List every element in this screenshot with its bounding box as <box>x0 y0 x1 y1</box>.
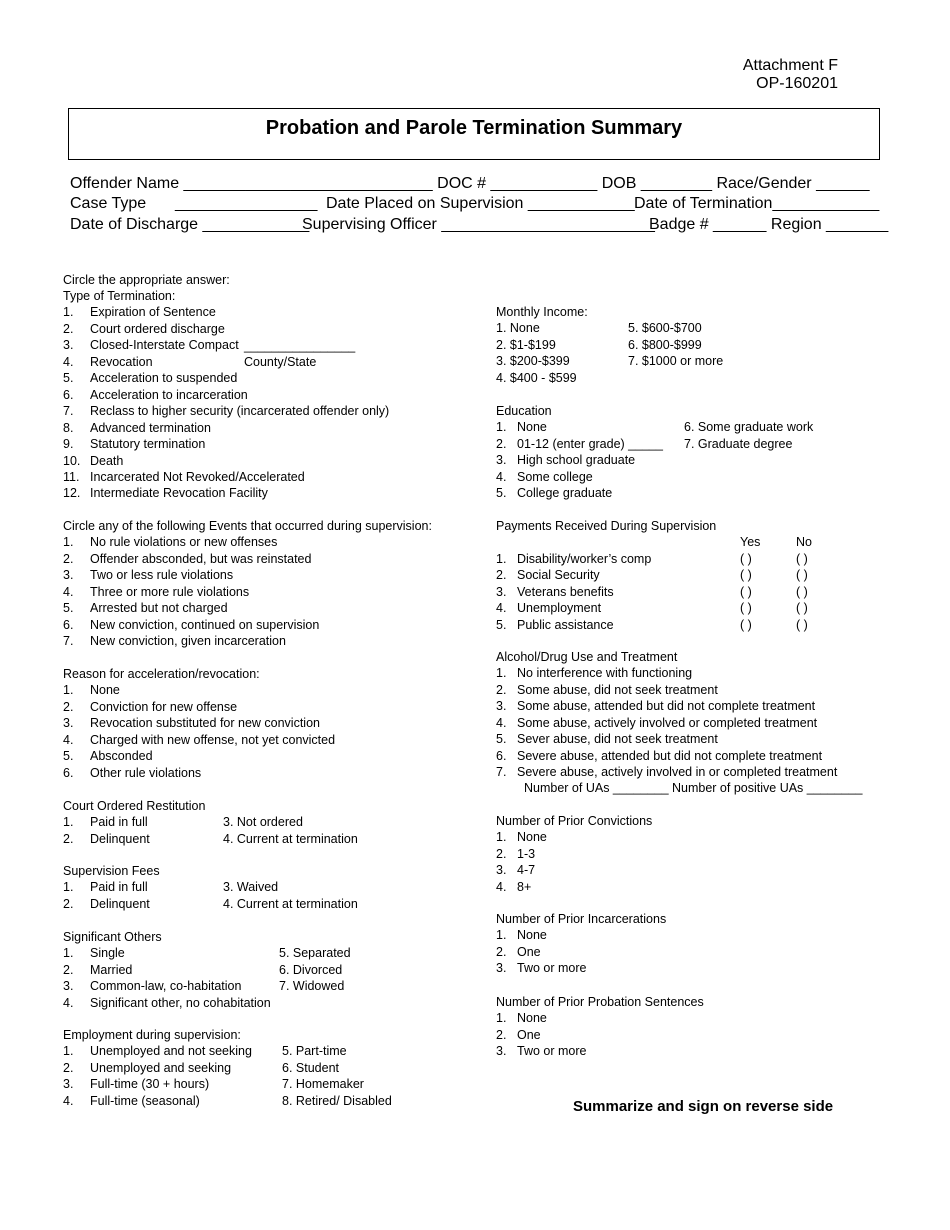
prior-incarcerations-item[interactable]: Two or more <box>517 961 587 976</box>
badge-region-field[interactable]: Badge # ______ Region _______ <box>649 216 889 233</box>
page-title: Probation and Parole Termination Summary <box>265 117 683 139</box>
events-item-number: 2. <box>63 551 74 566</box>
document-number: OP-160201 <box>756 75 838 92</box>
monthly-income-item[interactable]: 7. $1000 or more <box>628 354 724 369</box>
significant-others-item-number: 2. <box>63 962 74 977</box>
significant-others-item[interactable]: Significant other, no cohabitation <box>90 995 271 1010</box>
events-item-number: 1. <box>63 535 74 550</box>
prior-probation-item[interactable]: Two or more <box>517 1044 587 1059</box>
ua-count-fields[interactable]: Number of UAs ________ Number of positive UAs ________ <box>524 781 863 795</box>
education-item[interactable]: 7. Graduate degree <box>684 436 793 451</box>
education-item[interactable]: None <box>517 420 547 435</box>
employment-item[interactable]: 7. Homemaker <box>282 1077 364 1092</box>
acceleration-reason-item-number: 3. <box>63 716 74 731</box>
employment-item-number: 4. <box>63 1093 74 1108</box>
acceleration-reason-item-number: 5. <box>63 749 74 764</box>
events-item-number: 7. <box>63 634 74 649</box>
acceleration-reason-item[interactable]: Other rule violations <box>90 765 202 780</box>
employment-item-number: 3. <box>63 1077 74 1092</box>
employment-item[interactable]: Unemployed and seeking <box>90 1060 232 1075</box>
supervision-fees-item[interactable]: 3. Waived <box>223 880 279 895</box>
payment-item: Veterans benefits <box>517 584 614 599</box>
monthly-income-item[interactable]: 4. $400 - $599 <box>496 370 577 385</box>
prior-probation-item-number: 1. <box>496 1011 507 1026</box>
payment-yes-checkbox[interactable]: ( ) <box>740 552 752 566</box>
alcohol-drug-item-number: 1. <box>496 666 507 681</box>
payment-no-checkbox[interactable]: ( ) <box>796 617 808 632</box>
events-item[interactable]: Three or more rule violations <box>90 584 250 599</box>
prior-probation-heading: Number of Prior Probation Sentences <box>496 995 704 1009</box>
supervision-fees-item-number: 2. <box>63 896 74 911</box>
monthly-income-item[interactable]: 3. $200-$399 <box>496 354 570 369</box>
alcohol-drug-item-number: 7. <box>496 765 507 780</box>
termination-type-item[interactable]: Acceleration to suspended <box>90 371 238 386</box>
termination-type-item[interactable]: Closed-Interstate Compact <box>90 338 239 353</box>
education-item-number: 3. <box>496 453 507 468</box>
education-item[interactable]: High school graduate <box>517 453 636 468</box>
payment-yes-checkbox[interactable]: ( ) <box>740 617 752 632</box>
instruction-text: Circle the appropriate answer: <box>63 273 230 287</box>
termination-type-item[interactable]: Acceleration to incarceration <box>90 387 248 402</box>
events-item-number: 6. <box>63 617 74 632</box>
footer-note: Summarize and sign on reverse side <box>573 1098 834 1115</box>
alcohol-drug-item[interactable]: Some abuse, actively involved or completed treatment <box>517 715 818 730</box>
acceleration-reason-item-number: 2. <box>63 699 74 714</box>
acceleration-reason-item[interactable]: Revocation substituted for new conviction <box>90 716 320 731</box>
alcohol-drug-item-number: 4. <box>496 715 507 730</box>
termination-type-item-number: 1. <box>63 305 74 320</box>
monthly-income-item[interactable]: 5. $600-$700 <box>628 321 702 336</box>
prior-convictions-item[interactable]: 1-3 <box>517 846 536 861</box>
termination-type-item-number: 11. <box>63 469 80 484</box>
payment-item: Disability/worker’s comp <box>517 552 652 566</box>
events-item[interactable]: Arrested but not charged <box>90 601 228 616</box>
employment-item[interactable]: 5. Part-time <box>282 1044 347 1059</box>
education-item[interactable]: College graduate <box>517 486 613 501</box>
prior-probation-item[interactable]: None <box>517 1011 547 1026</box>
prior-convictions-item[interactable]: None <box>517 830 547 845</box>
alcohol-drug-item[interactable]: Sever abuse, did not seek treatment <box>517 732 718 747</box>
title-box <box>68 108 880 160</box>
termination-type-item[interactable]: Advanced termination <box>90 420 211 435</box>
restitution-item[interactable]: 3. Not ordered <box>223 815 303 830</box>
termination-type-item[interactable]: Death <box>90 453 124 468</box>
monthly-income-item[interactable]: 1. None <box>496 321 540 336</box>
termination-type-item[interactable]: Intermediate Revocation Facility <box>90 486 268 501</box>
compact-state-blank[interactable]: ________________ <box>244 339 356 353</box>
alcohol-drug-item-number: 2. <box>496 682 507 697</box>
events-item[interactable]: Offender absconded, but was reinstated <box>90 551 312 566</box>
termination-type-item[interactable]: Expiration of Sentence <box>90 305 216 320</box>
education-item-number: 2. <box>496 436 507 451</box>
case-type-field[interactable]: ________________ <box>175 195 318 212</box>
employment-item-number: 1. <box>63 1044 74 1059</box>
prior-incarcerations-item[interactable]: One <box>517 944 541 959</box>
supervision-fees-item-number: 1. <box>63 880 74 895</box>
events-item[interactable]: No rule violations or new offenses <box>90 535 278 550</box>
termination-type-heading: Type of Termination: <box>63 289 176 303</box>
employment-heading: Employment during supervision: <box>63 1028 241 1042</box>
termination-type-item[interactable]: Revocation <box>90 354 153 369</box>
payments-no-header: No <box>796 535 812 549</box>
education-item[interactable]: Some college <box>517 469 593 484</box>
significant-others-item[interactable]: 7. Widowed <box>279 979 345 994</box>
termination-type-item[interactable]: Statutory termination <box>90 437 206 452</box>
monthly-income-heading: Monthly Income: <box>496 305 588 319</box>
employment-item[interactable]: 6. Student <box>282 1060 339 1075</box>
acceleration-reason-item[interactable]: None <box>90 683 120 698</box>
payments-yes-header: Yes <box>740 535 761 549</box>
prior-convictions-item-number: 1. <box>496 830 507 845</box>
termination-type-item-number: 12. <box>63 486 81 501</box>
supervision-fees-item[interactable]: Delinquent <box>90 896 150 911</box>
termination-type-item-number: 5. <box>63 371 74 386</box>
prior-probation-item-number: 2. <box>496 1027 507 1042</box>
education-heading: Education <box>496 404 552 418</box>
prior-convictions-item[interactable]: 8+ <box>517 879 532 894</box>
restitution-item-number: 2. <box>63 831 74 846</box>
acceleration-reason-item-number: 1. <box>63 683 74 698</box>
termination-type-item-number: 8. <box>63 420 74 435</box>
date-termination-field[interactable]: Date of Termination____________ <box>634 195 880 212</box>
employment-item[interactable]: Full-time (30 + hours) <box>90 1077 210 1092</box>
events-heading: Circle any of the following Events that occurred during supervision: <box>63 519 432 533</box>
termination-type-item[interactable]: Court ordered discharge <box>90 321 225 336</box>
education-item-number: 1. <box>496 420 507 435</box>
alcohol-drug-item[interactable]: Some abuse, did not seek treatment <box>517 682 718 697</box>
education-item-number: 5. <box>496 486 507 501</box>
employment-item[interactable]: 8. Retired/ Disabled <box>282 1093 392 1108</box>
acceleration-reason-heading: Reason for acceleration/revocation: <box>63 667 260 681</box>
prior-convictions-item-number: 2. <box>496 846 507 861</box>
payment-item-number: 3. <box>496 584 507 599</box>
alcohol-drug-heading: Alcohol/Drug Use and Treatment <box>496 650 678 664</box>
restitution-item[interactable]: Paid in full <box>90 815 148 830</box>
attachment-label: Attachment F <box>742 57 838 74</box>
payment-no-checkbox[interactable]: ( ) <box>796 568 808 583</box>
alcohol-drug-item[interactable]: No interference with functioning <box>517 666 693 681</box>
offender-info-row[interactable]: Offender Name ____________________________ DOC # ____________ DOB ________ Race/Gender ______ <box>70 175 870 192</box>
restitution-item[interactable]: 4. Current at termination <box>223 831 358 846</box>
acceleration-reason-item[interactable]: Conviction for new offense <box>90 699 238 714</box>
significant-others-item[interactable]: Single <box>90 946 125 961</box>
significant-others-item-number: 4. <box>63 995 74 1010</box>
date-discharge-field[interactable]: Date of Discharge ____________ <box>70 216 310 233</box>
events-item[interactable]: New conviction, given incarceration <box>90 634 286 649</box>
supervision-fees-item[interactable]: Paid in full <box>90 880 148 895</box>
prior-incarcerations-item-number: 3. <box>496 961 507 976</box>
acceleration-reason-item-number: 6. <box>63 765 74 780</box>
events-item[interactable]: New conviction, continued on supervision <box>90 617 320 632</box>
payment-item-number: 5. <box>496 617 507 632</box>
significant-others-item[interactable]: 5. Separated <box>279 946 351 961</box>
supervision-fees-heading: Supervision Fees <box>63 864 160 878</box>
alcohol-drug-item[interactable]: Some abuse, attended but did not complete treatment <box>517 699 816 714</box>
termination-type-item-number: 4. <box>63 354 74 369</box>
alcohol-drug-item-number: 5. <box>496 732 507 747</box>
alcohol-drug-item-number: 6. <box>496 748 507 763</box>
alcohol-drug-item[interactable]: Severe abuse, actively involved in or completed treatment <box>517 765 838 780</box>
prior-incarcerations-item-number: 2. <box>496 944 507 959</box>
prior-incarcerations-item-number: 1. <box>496 928 507 943</box>
acceleration-reason-item[interactable]: Absconded <box>90 749 153 764</box>
termination-type-item-number: 2. <box>63 321 74 336</box>
prior-convictions-item[interactable]: 4-7 <box>517 863 536 878</box>
prior-convictions-item-number: 3. <box>496 863 507 878</box>
prior-probation-item-number: 3. <box>496 1044 507 1059</box>
alcohol-drug-item-number: 3. <box>496 699 507 714</box>
prior-probation-item[interactable]: One <box>517 1027 541 1042</box>
alcohol-drug-item[interactable]: Severe abuse, attended but did not complete treatment <box>517 748 823 763</box>
acceleration-reason-item[interactable]: Charged with new offense, not yet convicted <box>90 732 336 747</box>
county-state-label: County/State <box>244 355 317 369</box>
acceleration-reason-item-number: 4. <box>63 732 74 747</box>
prior-convictions-item-number: 4. <box>496 879 507 894</box>
payment-item: Unemployment <box>517 601 602 616</box>
payment-item-number: 2. <box>496 568 507 583</box>
payment-item: Social Security <box>517 568 600 583</box>
restitution-heading: Court Ordered Restitution <box>63 799 206 813</box>
employment-item[interactable]: Unemployed and not seeking <box>90 1044 252 1059</box>
events-item-number: 3. <box>63 568 74 583</box>
supervising-officer-field[interactable]: Supervising Officer ________________________ <box>302 216 655 233</box>
significant-others-item-number: 1. <box>63 946 74 961</box>
significant-others-heading: Significant Others <box>63 930 162 944</box>
payment-yes-checkbox[interactable]: ( ) <box>740 601 752 616</box>
payment-item: Public assistance <box>517 617 614 632</box>
termination-type-item-number: 10. <box>63 453 81 468</box>
payment-no-checkbox[interactable]: ( ) <box>796 552 808 566</box>
significant-others-item[interactable]: Common-law, co-habitation <box>90 979 242 994</box>
case-type-label: Case Type <box>70 195 147 212</box>
payment-item-number: 1. <box>496 552 507 566</box>
payment-no-checkbox[interactable]: ( ) <box>796 601 808 616</box>
restitution-item-number: 1. <box>63 815 74 830</box>
termination-type-item-number: 9. <box>63 437 74 452</box>
education-item[interactable]: 6. Some graduate work <box>684 420 814 435</box>
payment-item-number: 4. <box>496 601 507 616</box>
events-item-number: 4. <box>63 584 74 599</box>
employment-item-number: 2. <box>63 1060 74 1075</box>
education-item[interactable]: 01-12 (enter grade) _____ <box>517 436 663 451</box>
restitution-item[interactable]: Delinquent <box>90 831 150 846</box>
education-item-number: 4. <box>496 469 507 484</box>
date-placed-field[interactable]: Date Placed on Supervision ____________ <box>326 195 635 212</box>
monthly-income-item[interactable]: 2. $1-$199 <box>496 337 556 352</box>
termination-type-item-number: 3. <box>63 338 74 353</box>
prior-incarcerations-heading: Number of Prior Incarcerations <box>496 912 667 926</box>
payment-yes-checkbox[interactable]: ( ) <box>740 584 752 599</box>
monthly-income-item[interactable]: 6. $800-$999 <box>628 337 702 352</box>
payments-heading: Payments Received During Supervision <box>496 519 717 533</box>
termination-type-item[interactable]: Incarcerated Not Revoked/Accelerated <box>90 469 305 484</box>
payment-no-checkbox[interactable]: ( ) <box>796 584 808 599</box>
prior-convictions-heading: Number of Prior Convictions <box>496 814 653 828</box>
events-item[interactable]: Two or less rule violations <box>90 568 234 583</box>
significant-others-item[interactable]: 6. Divorced <box>279 962 343 977</box>
supervision-fees-item[interactable]: 4. Current at termination <box>223 896 358 911</box>
termination-type-item[interactable]: Reclass to higher security (incarcerated offender only) <box>90 404 390 419</box>
significant-others-item[interactable]: Married <box>90 962 133 977</box>
termination-type-item-number: 6. <box>63 387 74 402</box>
events-item-number: 5. <box>63 601 74 616</box>
significant-others-item-number: 3. <box>63 979 74 994</box>
prior-incarcerations-item[interactable]: None <box>517 928 547 943</box>
termination-type-item-number: 7. <box>63 404 74 419</box>
employment-item[interactable]: Full-time (seasonal) <box>90 1093 200 1108</box>
payment-yes-checkbox[interactable]: ( ) <box>740 568 752 583</box>
